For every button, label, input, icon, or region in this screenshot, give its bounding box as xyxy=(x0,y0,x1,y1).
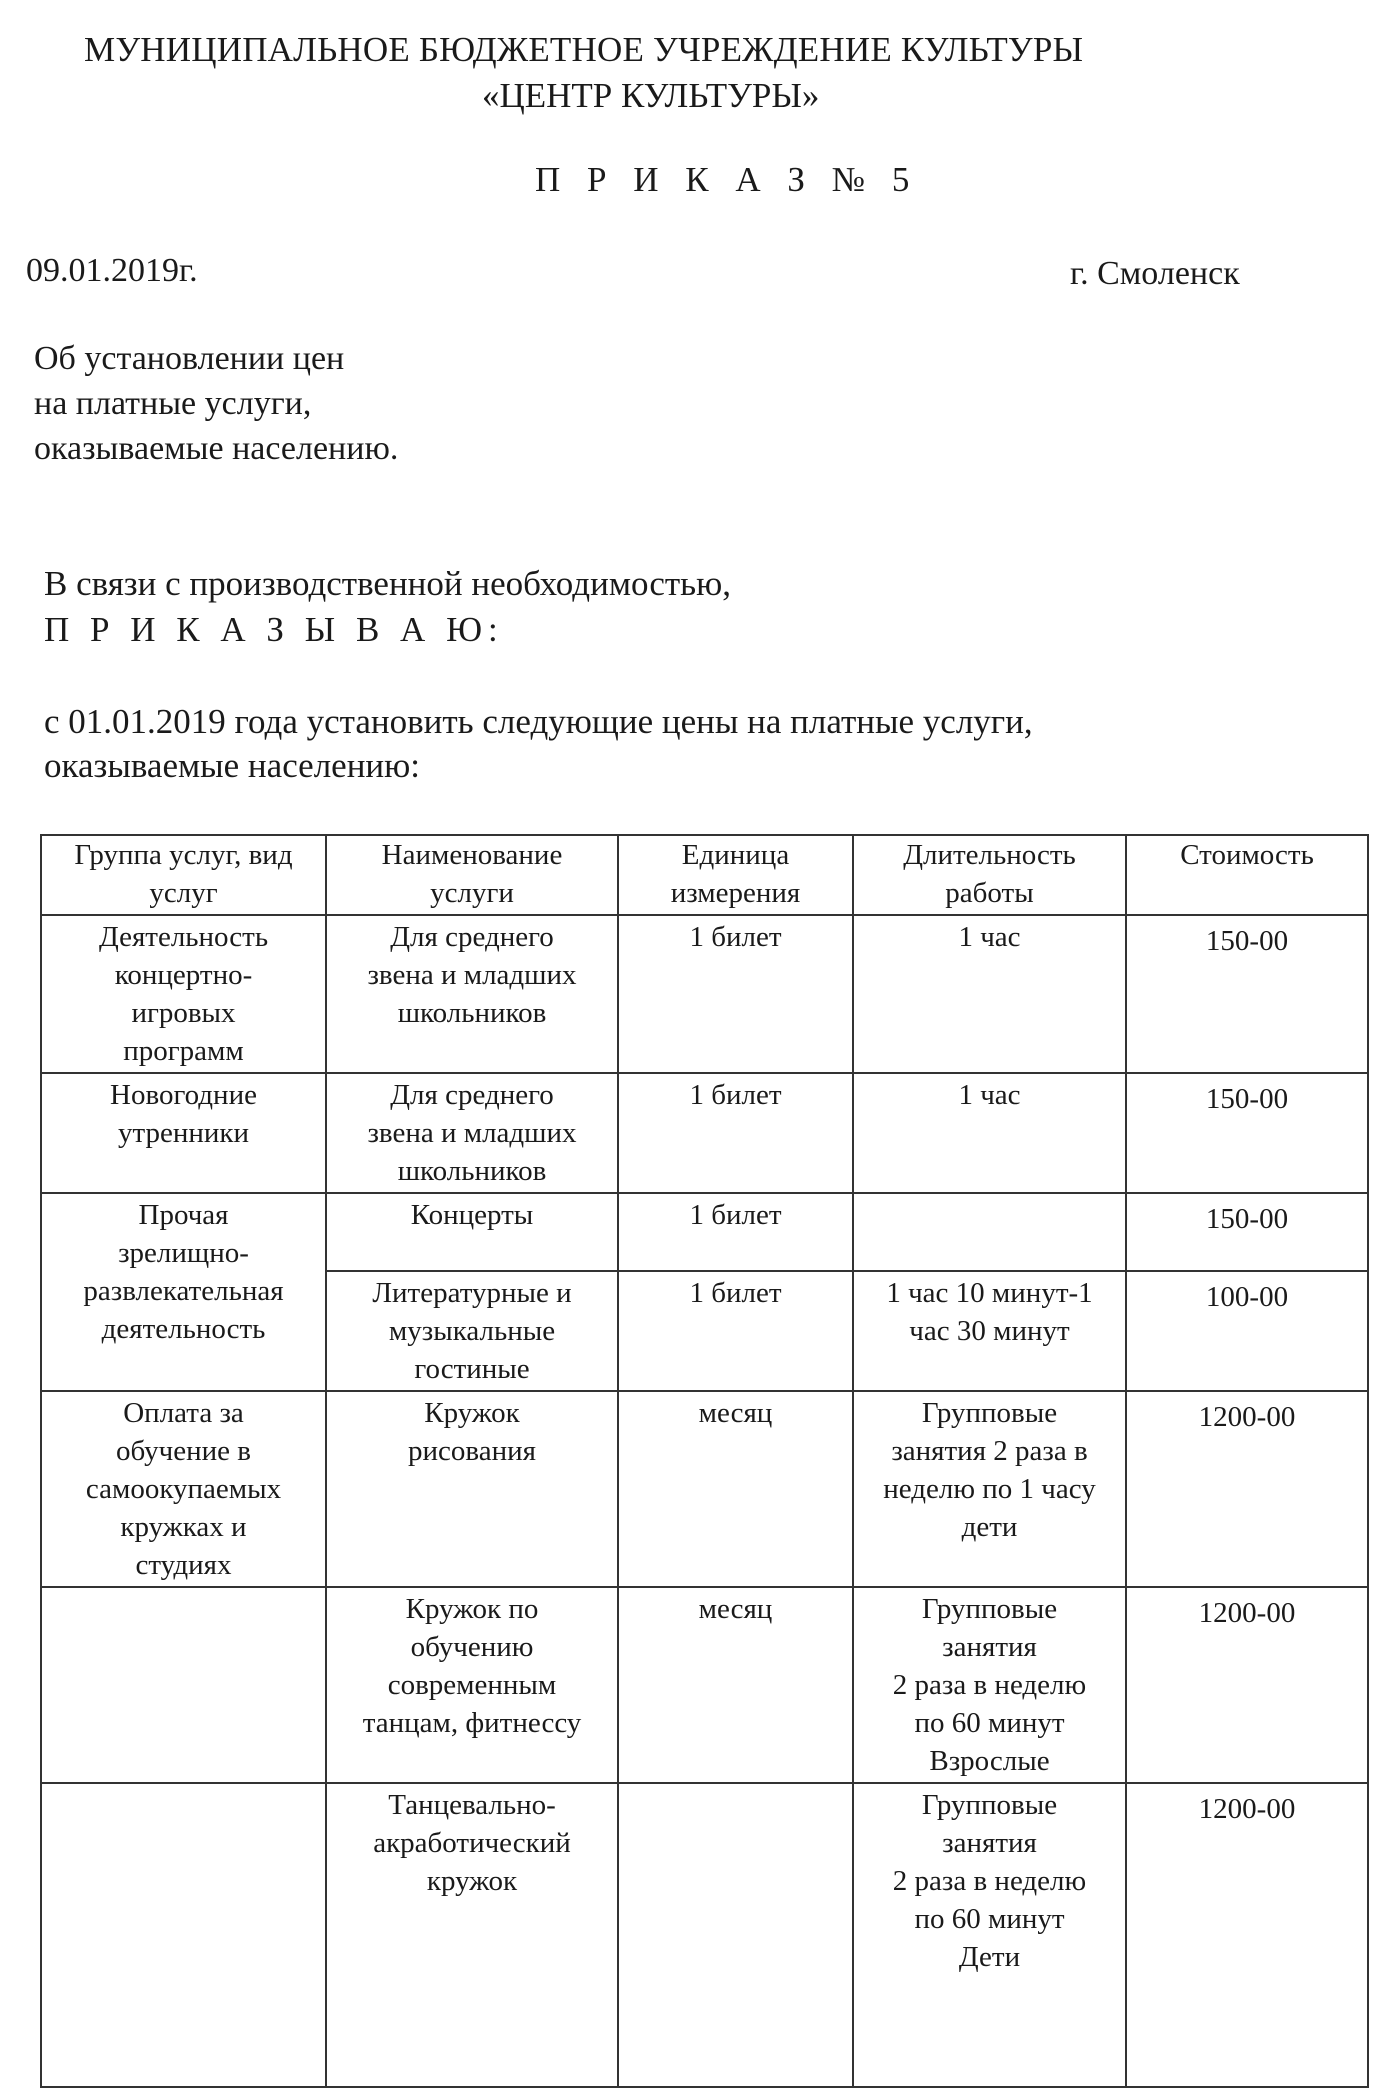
service-name-cell: Для среднего звена и младших школьников xyxy=(326,915,618,1073)
column-header: Стоимость xyxy=(1126,835,1368,915)
service-name-cell: Кружок рисования xyxy=(326,1391,618,1587)
table-row xyxy=(41,915,1368,1073)
order-intro: оказываемые населению: xyxy=(44,746,421,785)
column-header: Группа услуг, вид услуг xyxy=(41,835,326,915)
table-row xyxy=(41,1073,1368,1193)
unit-cell: месяц xyxy=(618,1587,853,1783)
column-header: Единица измерения xyxy=(618,835,853,915)
service-group-cell: Новогодние утренники xyxy=(41,1073,326,1193)
service-group-cell: Прочая зрелищно- развлекательная деятельность xyxy=(41,1193,326,1391)
price-cell: 1200-00 xyxy=(1126,1783,1368,2087)
table-row xyxy=(41,1587,1368,1783)
service-name-cell: Концерты xyxy=(326,1193,618,1271)
service-name-cell: Литературные и музыкальные гостиные xyxy=(326,1271,618,1391)
order-basis: В связи с производственной необходимостью, xyxy=(44,564,732,603)
org-name-line2: «ЦЕНТР КУЛЬТУРЫ» xyxy=(482,76,820,115)
column-header: Наименование услуги xyxy=(326,835,618,915)
service-name-cell: Танцевально- акработический кружок xyxy=(326,1783,618,2087)
order-city: г. Смоленск xyxy=(1070,255,1240,292)
service-group-cell: Оплата за обучение в самоокупаемых кружках и студиях xyxy=(41,1391,326,1587)
column-header: Длительность работы xyxy=(853,835,1126,915)
subject-line: оказываемые населению. xyxy=(34,430,399,467)
service-name-cell: Для среднего звена и младших школьников xyxy=(326,1073,618,1193)
service-name-cell: Кружок по обучению современным танцам, фитнессу xyxy=(326,1587,618,1783)
price-table xyxy=(40,834,1369,2088)
table-row xyxy=(41,1783,1368,2087)
duration-cell: 1 час xyxy=(853,915,1126,1073)
order-date: 09.01.2019г. xyxy=(26,252,198,289)
duration-cell xyxy=(853,1193,1126,1271)
order-word: П Р И К А З Ы В А Ю: xyxy=(44,610,504,649)
table-row xyxy=(41,1391,1368,1587)
table-header-row xyxy=(41,835,1368,915)
unit-cell: 1 билет xyxy=(618,1073,853,1193)
price-cell: 100-00 xyxy=(1126,1271,1368,1391)
service-group-cell xyxy=(41,1587,326,1783)
duration-cell: Групповые занятия 2 раза в неделю по 60 минут Дети xyxy=(853,1783,1126,2087)
duration-cell: Групповые занятия 2 раза в неделю по 60 минут Взрослые xyxy=(853,1587,1126,1783)
unit-cell: месяц xyxy=(618,1391,853,1587)
unit-cell xyxy=(618,1783,853,2087)
subject-line: Об установлении цен xyxy=(34,340,345,377)
price-cell: 150-00 xyxy=(1126,1073,1368,1193)
duration-cell: Групповые занятия 2 раза в неделю по 1 часу дети xyxy=(853,1391,1126,1587)
order-intro: с 01.01.2019 года установить следующие цены на платные услуги, xyxy=(44,702,1033,741)
price-cell: 150-00 xyxy=(1126,1193,1368,1271)
duration-cell: 1 час 10 минут-1 час 30 минут xyxy=(853,1271,1126,1391)
price-cell: 150-00 xyxy=(1126,915,1368,1073)
duration-cell: 1 час xyxy=(853,1073,1126,1193)
unit-cell: 1 билет xyxy=(618,1271,853,1391)
unit-cell: 1 билет xyxy=(618,1193,853,1271)
unit-cell: 1 билет xyxy=(618,915,853,1073)
subject-line: на платные услуги, xyxy=(34,385,312,422)
order-title: П Р И К А З № 5 xyxy=(535,160,919,199)
org-name-line1: МУНИЦИПАЛЬНОЕ БЮДЖЕТНОЕ УЧРЕЖДЕНИЕ КУЛЬТУРЫ xyxy=(84,30,1084,69)
service-group-cell xyxy=(41,1783,326,2087)
service-group-cell: Деятельность концертно- игровых программ xyxy=(41,915,326,1073)
table-row xyxy=(41,1193,1368,1271)
price-cell: 1200-00 xyxy=(1126,1587,1368,1783)
price-cell: 1200-00 xyxy=(1126,1391,1368,1587)
